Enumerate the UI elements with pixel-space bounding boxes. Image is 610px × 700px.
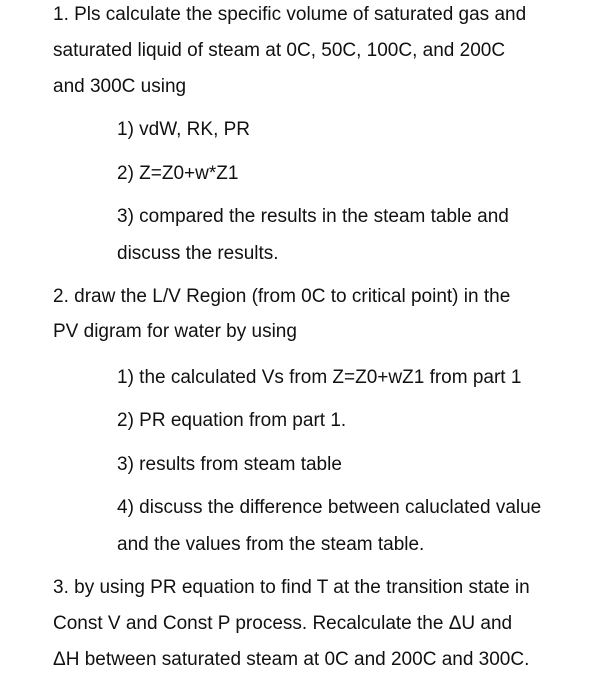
question-1-line-1: 1. Pls calculate the specific volume of saturated gas and	[53, 4, 527, 25]
question-3-line-1: 3. by using PR equation to find T at the transition state in	[53, 577, 530, 598]
question-2-item-1: 1) the calculated Vs from Z=Z0+wZ1 from part 1	[117, 367, 522, 388]
question-2-item-3: 3) results from steam table	[117, 454, 342, 475]
question-1-item-3-line-2: discuss the results.	[117, 243, 279, 264]
question-1-item-2: 2) Z=Z0+w*Z1	[117, 163, 239, 184]
question-3-line-2: Const V and Const P process. Recalculate the ΔU and	[53, 613, 513, 634]
question-2-line-2: PV digram for water by using	[53, 321, 297, 342]
question-1-item-1: 1) vdW, RK, PR	[117, 119, 251, 140]
question-2-line-1: 2. draw the L/V Region (from 0C to critical point) in the	[53, 286, 511, 307]
question-2-item-2: 2) PR equation from part 1.	[117, 410, 347, 431]
question-3-line-3: ΔH between saturated steam at 0C and 200C and 300C.	[53, 649, 530, 670]
question-1-line-2: saturated liquid of steam at 0C, 50C, 100C, and 200C	[53, 40, 506, 61]
question-2-item-4-line-2: and the values from the steam table.	[117, 534, 425, 555]
question-1-line-3: and 300C using	[53, 76, 187, 97]
question-1-item-3-line-1: 3) compared the results in the steam table and	[117, 206, 509, 227]
question-2-item-4-line-1: 4) discuss the difference between caluclated value	[117, 497, 542, 518]
